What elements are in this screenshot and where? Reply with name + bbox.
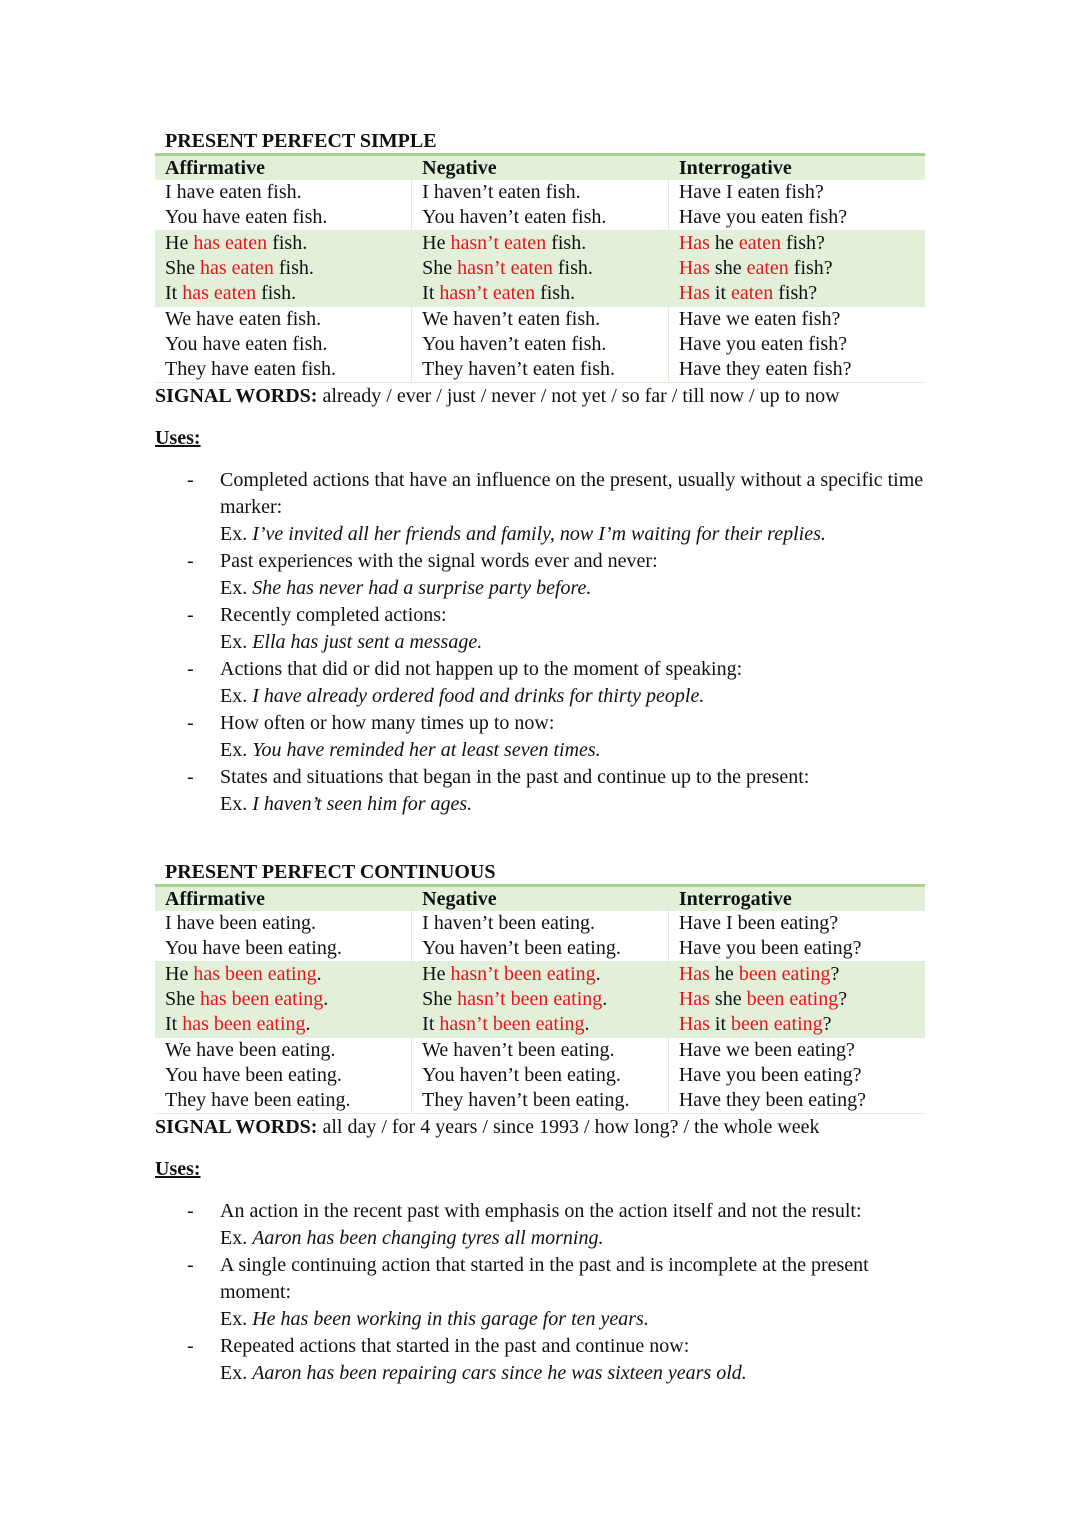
text-segment: Have you been eating?: [678, 1064, 862, 1086]
table-row: [155, 332, 925, 357]
text-segment: fish.: [256, 282, 297, 304]
table-cell: [668, 1038, 925, 1064]
bullet-dash: -: [187, 550, 194, 572]
example-prefix: Ex.: [220, 523, 253, 545]
table-cell: [668, 1088, 925, 1114]
table-row: [155, 307, 925, 333]
uses-list: [155, 1198, 925, 1387]
highlighted-verb: has eaten: [182, 282, 257, 304]
table-cell: [412, 180, 669, 205]
use-example: [220, 683, 925, 710]
table-cell: [155, 231, 412, 257]
table-cell: [668, 205, 925, 231]
highlighted-verb: Has: [678, 1013, 710, 1035]
text-segment: it: [709, 1013, 732, 1035]
table-row: [155, 987, 925, 1012]
table-cell: [412, 205, 669, 231]
highlighted-verb: Has: [678, 257, 710, 279]
table-cell: [155, 1088, 412, 1114]
column-header: Negative: [412, 155, 669, 181]
table-row: [155, 281, 925, 307]
use-item: [155, 764, 925, 818]
text-segment: It: [165, 1013, 183, 1035]
table-cell: [412, 1012, 669, 1038]
highlighted-verb: hasn’t been eating: [457, 988, 603, 1010]
table-cell: [155, 307, 412, 333]
uses-heading: Uses:: [155, 427, 201, 449]
column-header: Affirmative: [155, 886, 412, 912]
text-segment: Have you eaten fish?: [678, 206, 848, 228]
text-segment: Have we eaten fish?: [678, 308, 841, 330]
example-sentence: I haven’t seen him for ages.: [252, 793, 473, 815]
use-description: Actions that did or did not happen up to the moment of speaking:: [220, 658, 743, 680]
table-cell: [412, 332, 669, 357]
table-cell: [668, 1063, 925, 1088]
use-item: [155, 602, 925, 656]
column-header: Negative: [412, 886, 669, 912]
table-cell: [668, 987, 925, 1012]
text-segment: We have eaten fish.: [165, 308, 322, 330]
text-segment: They have eaten fish.: [165, 358, 337, 380]
section-title: PRESENT PERFECT CONTINUOUS: [165, 861, 496, 883]
highlighted-verb: has been eating: [182, 1013, 306, 1035]
table-cell: [155, 1012, 412, 1038]
signal-words-label: SIGNAL WORDS:: [155, 1116, 318, 1138]
text-segment: It: [165, 282, 183, 304]
use-item: [155, 1252, 925, 1333]
table-cell: [412, 962, 669, 988]
text-segment: She: [165, 257, 200, 279]
highlighted-verb: been eating: [731, 1013, 823, 1035]
text-segment: You have been eating.: [165, 937, 342, 959]
signal-words-list: all day / for 4 years / since 1993 / how long? / the whole week: [317, 1116, 820, 1138]
table-cell: [668, 307, 925, 333]
text-segment: She: [165, 988, 200, 1010]
table-row: [155, 1038, 925, 1064]
text-segment: You haven’t been eating.: [422, 1064, 621, 1086]
text-segment: .: [305, 1013, 311, 1035]
text-segment: Have they been eating?: [678, 1089, 866, 1111]
bullet-dash: -: [187, 766, 194, 788]
table-header-row: [155, 886, 925, 912]
highlighted-verb: eaten: [731, 282, 774, 304]
table-cell: [668, 180, 925, 205]
text-segment: I haven’t eaten fish.: [422, 181, 581, 203]
text-segment: it: [709, 282, 732, 304]
section-title: PRESENT PERFECT SIMPLE: [165, 130, 437, 152]
conjugation-table: [155, 884, 925, 1114]
text-segment: fish?: [773, 282, 818, 304]
text-segment: fish?: [781, 232, 825, 254]
use-description: Completed actions that have an influence on the present, usually without a specific time marker:: [220, 469, 924, 518]
uses-heading: Uses:: [155, 1158, 201, 1180]
text-segment: fish?: [788, 257, 833, 279]
text-segment: You haven’t been eating.: [422, 937, 621, 959]
table-row: [155, 911, 925, 936]
text-segment: Have you eaten fish?: [678, 333, 848, 355]
text-segment: fish.: [273, 257, 314, 279]
table-cell: [412, 357, 669, 383]
text-segment: You haven’t eaten fish.: [422, 333, 607, 355]
table-cell: [412, 987, 669, 1012]
conjugation-table: [155, 153, 925, 383]
highlighted-verb: Has: [678, 963, 710, 985]
text-segment: We have been eating.: [165, 1039, 336, 1061]
text-segment: She: [422, 257, 458, 279]
text-segment: They haven’t been eating.: [422, 1089, 630, 1111]
example-prefix: Ex.: [220, 577, 253, 599]
text-segment: he: [709, 963, 739, 985]
text-segment: You have eaten fish.: [165, 206, 328, 228]
table-cell: [155, 180, 412, 205]
highlighted-verb: has been eating: [200, 988, 324, 1010]
table-cell: [412, 1063, 669, 1088]
table-row: [155, 962, 925, 988]
table-cell: [668, 936, 925, 962]
table-cell: [668, 962, 925, 988]
table-cell: [155, 1038, 412, 1064]
bullet-dash: -: [187, 1335, 194, 1357]
table-cell: [668, 911, 925, 936]
example-sentence: He has been working in this garage for ten years.: [252, 1308, 649, 1330]
example-sentence: She has never had a surprise party before.: [252, 577, 592, 599]
use-example: [220, 629, 925, 656]
use-example: [220, 1360, 925, 1387]
bullet-dash: -: [187, 712, 194, 734]
signal-words: [155, 384, 925, 409]
example-sentence: Aaron has been changing tyres all morning.: [252, 1227, 604, 1249]
text-segment: Have you been eating?: [678, 937, 862, 959]
use-example: [220, 737, 925, 764]
text-segment: I haven’t been eating.: [422, 912, 596, 934]
signal-words-label: SIGNAL WORDS:: [155, 385, 318, 407]
highlighted-verb: been eating: [746, 988, 839, 1010]
use-item: [155, 1333, 925, 1387]
use-item: [155, 1198, 925, 1252]
text-segment: It: [422, 1013, 440, 1035]
highlighted-verb: Has: [678, 282, 710, 304]
use-description: Recently completed actions:: [220, 604, 447, 626]
use-description: Past experiences with the signal words ever and never:: [220, 550, 658, 572]
text-segment: I have eaten fish.: [165, 181, 302, 203]
text-segment: We haven’t been eating.: [422, 1039, 615, 1061]
table-cell: [412, 1088, 669, 1114]
text-segment: .: [595, 963, 601, 985]
use-item: [155, 467, 925, 548]
bullet-dash: -: [187, 1200, 194, 1222]
text-segment: Have they eaten fish?: [678, 358, 852, 380]
table-cell: [668, 1012, 925, 1038]
table-row: [155, 205, 925, 231]
highlighted-verb: eaten: [746, 257, 789, 279]
text-segment: We haven’t eaten fish.: [422, 308, 601, 330]
text-segment: She: [422, 988, 458, 1010]
text-segment: He: [422, 232, 451, 254]
table-row: [155, 180, 925, 205]
text-segment: he: [709, 232, 739, 254]
example-sentence: You have reminded her at least seven times.: [252, 739, 601, 761]
highlighted-verb: has been eating: [193, 963, 317, 985]
text-segment: fish.: [267, 232, 308, 254]
column-header: Interrogative: [668, 155, 925, 181]
text-segment: Have we been eating?: [678, 1039, 855, 1061]
example-sentence: I’ve invited all her friends and family, now I’m waiting for their replies.: [252, 523, 826, 545]
text-segment: You haven’t eaten fish.: [422, 206, 607, 228]
table-cell: [155, 281, 412, 307]
highlighted-verb: has eaten: [200, 257, 274, 279]
table-cell: [155, 332, 412, 357]
table-cell: [668, 231, 925, 257]
text-segment: He: [165, 232, 194, 254]
bullet-dash: -: [187, 658, 194, 680]
uses-list: [155, 467, 925, 818]
text-segment: I have been eating.: [165, 912, 317, 934]
highlighted-verb: hasn’t eaten: [457, 257, 553, 279]
highlighted-verb: hasn’t been eating: [450, 963, 596, 985]
text-segment: .: [323, 988, 329, 1010]
column-header: Affirmative: [155, 155, 412, 181]
highlighted-verb: hasn’t eaten: [450, 232, 547, 254]
example-sentence: Ella has just sent a message.: [252, 631, 483, 653]
table-cell: [155, 205, 412, 231]
text-segment: .: [316, 963, 322, 985]
table-row: [155, 1088, 925, 1114]
table-cell: [668, 332, 925, 357]
example-prefix: Ex.: [220, 793, 253, 815]
table-row: [155, 256, 925, 281]
highlighted-verb: Has: [678, 988, 710, 1010]
table-cell: [668, 357, 925, 383]
table-row: [155, 357, 925, 383]
example-prefix: Ex.: [220, 1362, 253, 1384]
use-item: [155, 656, 925, 710]
use-example: [220, 1225, 925, 1252]
use-description: A single continuing action that started in the past and is incomplete at the present moment:: [220, 1254, 869, 1303]
bullet-dash: -: [187, 1254, 194, 1276]
text-segment: fish.: [535, 282, 576, 304]
table-row: [155, 1063, 925, 1088]
section-present-perfect-simple: [155, 129, 925, 818]
table-cell: [412, 256, 669, 281]
table-header-row: [155, 155, 925, 181]
column-header: Interrogative: [668, 886, 925, 912]
text-segment: He: [422, 963, 451, 985]
table-row: [155, 936, 925, 962]
text-segment: .: [584, 1013, 590, 1035]
bullet-dash: -: [187, 604, 194, 626]
highlighted-verb: hasn’t eaten: [439, 282, 536, 304]
table-cell: [155, 357, 412, 383]
table-cell: [412, 936, 669, 962]
use-description: How often or how many times up to now:: [220, 712, 555, 734]
example-prefix: Ex.: [220, 739, 253, 761]
table-cell: [155, 962, 412, 988]
table-cell: [155, 987, 412, 1012]
use-item: [155, 710, 925, 764]
text-segment: she: [709, 257, 747, 279]
use-item: [155, 548, 925, 602]
table-cell: [155, 911, 412, 936]
text-segment: fish.: [552, 257, 593, 279]
text-segment: They have been eating.: [165, 1089, 351, 1111]
text-segment: They haven’t eaten fish.: [422, 358, 616, 380]
use-example: [220, 575, 925, 602]
text-segment: she: [709, 988, 747, 1010]
example-prefix: Ex.: [220, 631, 253, 653]
section-present-perfect-continuous: [155, 860, 925, 1387]
text-segment: ?: [822, 1013, 832, 1035]
highlighted-verb: hasn’t been eating: [439, 1013, 585, 1035]
table-cell: [412, 1038, 669, 1064]
text-segment: It: [422, 282, 440, 304]
text-segment: Have I eaten fish?: [678, 181, 824, 203]
signal-words-list: already / ever / just / never / not yet / so far / till now / up to now: [317, 385, 840, 407]
example-sentence: Aaron has been repairing cars since he was sixteen years old.: [252, 1362, 747, 1384]
table-cell: [412, 911, 669, 936]
use-description: An action in the recent past with emphasis on the action itself and not the result:: [220, 1200, 862, 1222]
table-cell: [155, 936, 412, 962]
text-segment: He: [165, 963, 194, 985]
table-cell: [155, 1063, 412, 1088]
highlighted-verb: has eaten: [193, 232, 268, 254]
table-cell: [668, 256, 925, 281]
table-cell: [155, 256, 412, 281]
table-row: [155, 231, 925, 257]
table-cell: [668, 281, 925, 307]
text-segment: ?: [838, 988, 848, 1010]
example-sentence: I have already ordered food and drinks for thirty people.: [252, 685, 705, 707]
text-segment: You have eaten fish.: [165, 333, 328, 355]
highlighted-verb: eaten: [738, 232, 781, 254]
table-cell: [412, 307, 669, 333]
signal-words: [155, 1115, 925, 1140]
bullet-dash: -: [187, 469, 194, 491]
table-cell: [412, 231, 669, 257]
text-segment: fish.: [546, 232, 587, 254]
use-example: [220, 521, 925, 548]
use-example: [220, 1306, 925, 1333]
table-row: [155, 1012, 925, 1038]
text-segment: .: [602, 988, 608, 1010]
text-segment: ?: [830, 963, 840, 985]
highlighted-verb: been eating: [738, 963, 831, 985]
use-description: Repeated actions that started in the past and continue now:: [220, 1335, 690, 1357]
use-description: States and situations that began in the past and continue up to the present:: [220, 766, 810, 788]
highlighted-verb: Has: [678, 232, 710, 254]
example-prefix: Ex.: [220, 1308, 253, 1330]
example-prefix: Ex.: [220, 1227, 253, 1249]
use-example: [220, 791, 925, 818]
text-segment: Have I been eating?: [678, 912, 839, 934]
text-segment: You have been eating.: [165, 1064, 342, 1086]
table-cell: [412, 281, 669, 307]
example-prefix: Ex.: [220, 685, 253, 707]
